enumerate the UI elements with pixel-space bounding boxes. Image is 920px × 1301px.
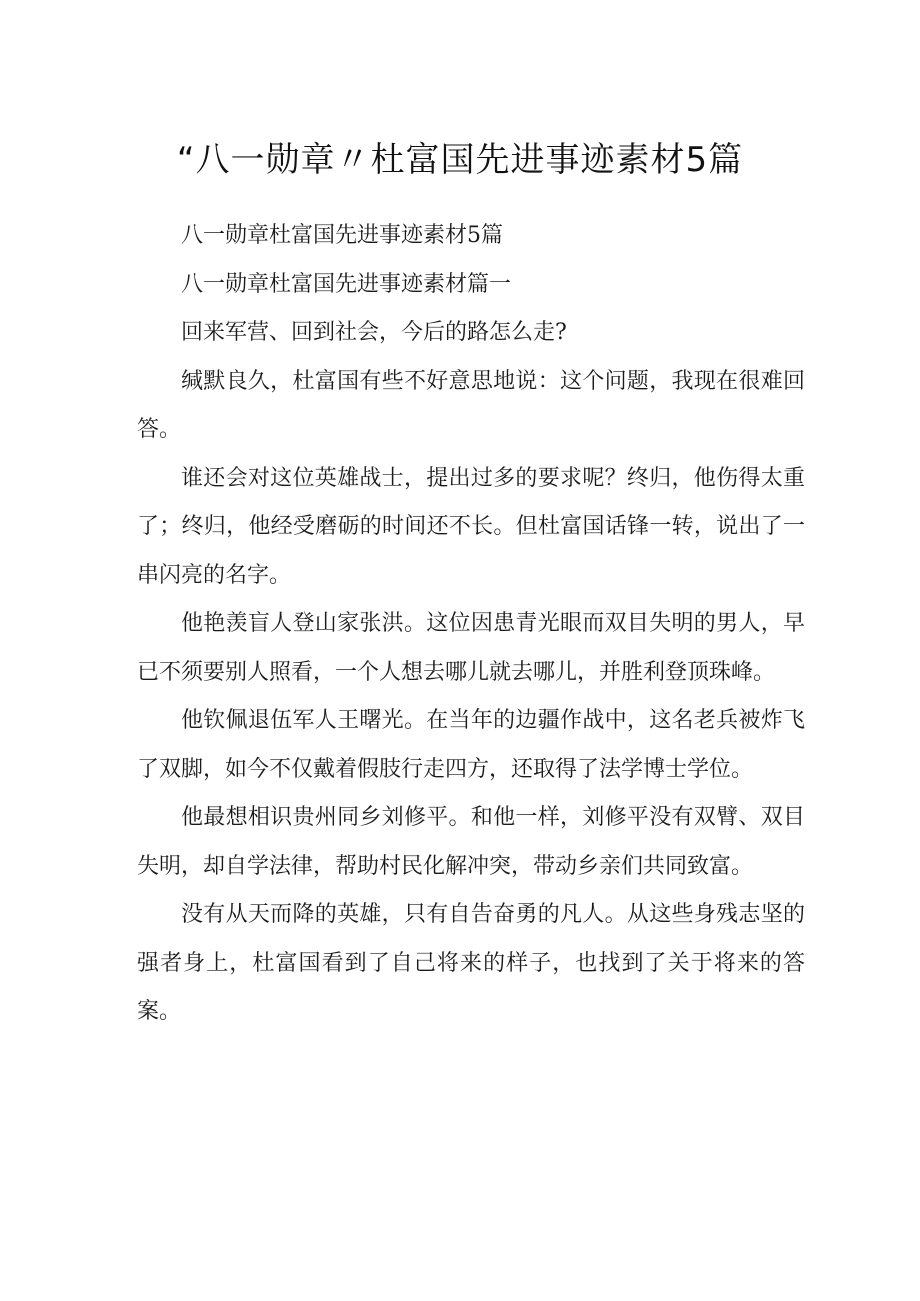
paragraph: 他最想相识贵州同乡刘修平。和他一样，刘修平没有双臂、双目失明，却自学法律，帮助村民化解冲突，带动乡亲们共同致富。 [137, 805, 805, 879]
paragraph: 缄默良久，杜富国有些不好意思地说：这个问题，我现在很难回答。 [137, 368, 805, 442]
paragraph: 八一勋章杜富国先进事迹素材5篇 [181, 223, 503, 248]
paragraph: 他艳羡盲人登山家张洪。这位因患青光眼而双目失明的男人，早已不须要别人照看，一个人想去哪儿就去哪儿，并胜利登顶珠峰。 [137, 611, 805, 685]
paragraph: 没有从天而降的英雄，只有自告奋勇的凡人。从这些身残志坚的强者身上，杜富国看到了自己将来的样子，也找到了关于将来的答案。 [137, 902, 805, 1024]
document-title: “八一勋章〃杜富国先进事迹素材5篇 [176, 140, 744, 180]
paragraph: 谁还会对这位英雄战士，提出过多的要求呢？终归，他伤得太重了；终归，他经受磨砺的时间还不长。但杜富国话锋一转，说出了一串闪亮的名字。 [137, 465, 805, 588]
paragraph: 八一勋章杜富国先进事迹素材篇一 [181, 271, 512, 297]
paragraph: 他钦佩退伍军人王曙光。在当年的边疆作战中，这名老兵被炸飞了双脚，如今不仅戴着假肢行走四方，还取得了法学博士学位。 [137, 708, 805, 782]
document-body [137, 212, 805, 1037]
paragraph: 回来军营、回到社会，今后的路怎么走? [181, 320, 567, 345]
